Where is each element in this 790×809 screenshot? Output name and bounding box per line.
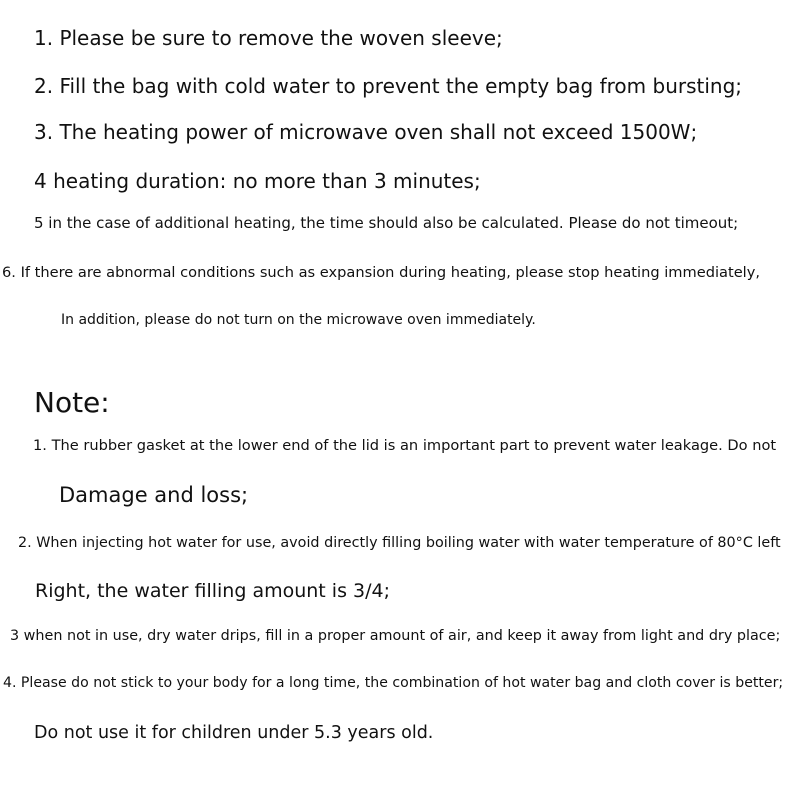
instruction-line-3: 3. The heating power of microwave oven shall not exceed 1500W;: [34, 120, 698, 144]
note-line-1-continued: Damage and loss;: [59, 483, 249, 507]
instruction-line-6-continued: In addition, please do not turn on the microwave oven immediately.: [61, 312, 536, 328]
note-line-1: 1. The rubber gasket at the lower end of the lid is an important part to prevent water leakage. Do not: [33, 437, 777, 454]
instruction-line-1: 1. Please be sure to remove the woven sleeve;: [34, 26, 503, 50]
instruction-line-2: 2. Fill the bag with cold water to prevent the empty bag from bursting;: [34, 74, 743, 98]
instruction-line-6: 6. If there are abnormal conditions such as expansion during heating, please stop heating immediately,: [2, 264, 760, 281]
instruction-line-5: 5 in the case of additional heating, the time should also be calculated. Please do not timeout;: [34, 214, 739, 232]
note-line-3: 3 when not in use, dry water drips, fill in a proper amount of air, and keep it away from light and dry place;: [10, 628, 781, 644]
instruction-line-4: 4 heating duration: no more than 3 minutes;: [34, 169, 481, 193]
note-line-4-continued: Do not use it for children under 5.3 years old.: [34, 723, 434, 743]
note-heading: Note:: [34, 386, 110, 419]
note-line-4: 4. Please do not stick to your body for a long time, the combination of hot water bag and cloth cover is better;: [3, 675, 784, 691]
note-line-2-continued: Right, the water filling amount is 3/4;: [35, 580, 390, 602]
note-line-2: 2. When injecting hot water for use, avoid directly filling boiling water with water temperature of 80°C left: [18, 535, 781, 551]
